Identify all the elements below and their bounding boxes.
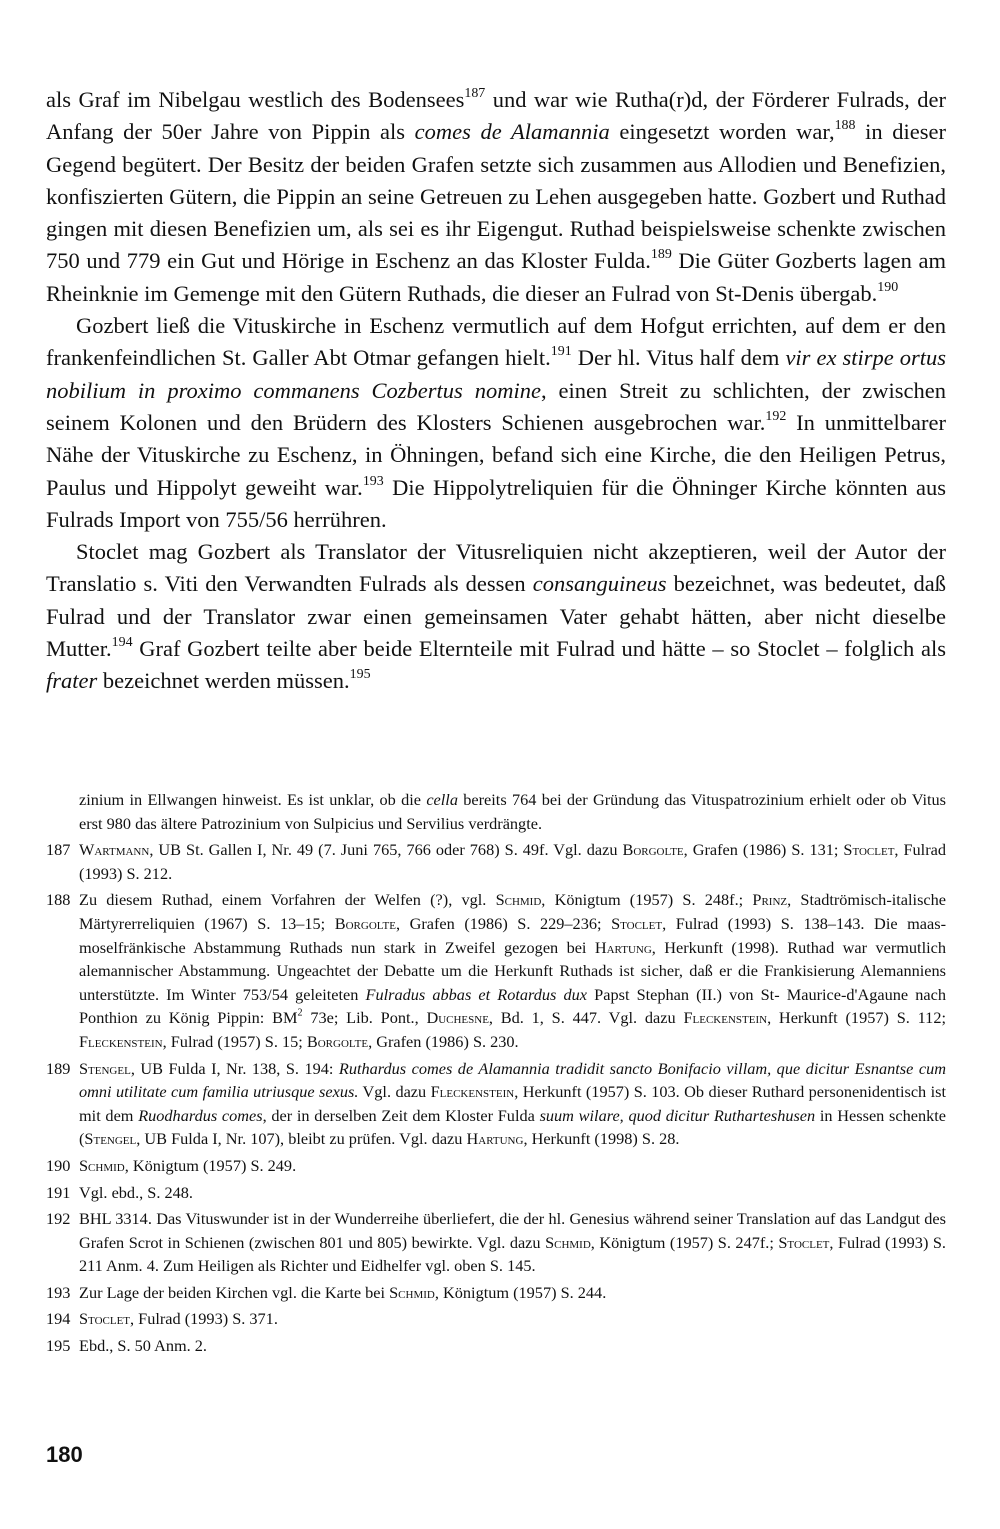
text-run: Stoclet	[79, 1309, 131, 1329]
text-run: Stoclet	[843, 840, 895, 860]
text-run: Vgl. dazu	[358, 1082, 431, 1102]
footnote-188	[46, 888, 946, 1053]
footnote-number: 194	[46, 1309, 71, 1329]
text-run: , einen Streit zu schlichten, der zwischen seinem Kolonen und den Brüdern des Klosters Schienen ausgebrochen war.	[46, 377, 947, 435]
text-run: Papst Stephan (II.) von St- Maurice-d'Agaune nach Ponthion zu König Pippin: BM	[79, 984, 946, 1028]
footnote-number: 189	[46, 1058, 71, 1078]
footnote-187	[46, 838, 946, 885]
text-run: Fleckenstein	[79, 1031, 163, 1051]
text-run: , UB St. Gallen I, Nr. 49 (7. Juni 765, 766 oder 768) S. 49f. Vgl. dazu	[149, 840, 623, 860]
footnote-192	[46, 1207, 946, 1278]
text-run: Gozbert ließ die Vituskirche in Eschenz vermutlich auf dem Hofgut errichten, auf dem er den frankenfeindlichen St. Galler Abt Otmar gefangen hielt.	[46, 313, 946, 371]
text-run: Borgolte	[306, 1031, 369, 1051]
footnote-190	[46, 1154, 946, 1178]
text-run: bereits 764 bei der Gründung das Vituspatrozinium erhielt oder ob Vitus erst 980 das ältere Patrozinium von Sulpicius und Servilius verdrängte.	[79, 790, 947, 833]
italic-run: frater	[46, 668, 98, 694]
text-run: 2	[297, 1008, 303, 1020]
text-run: , Grafen (1986) S. 131;	[683, 840, 844, 860]
text-run: und war wie Rutha(r)d, der Förderer Fulrads, der Anfang der 50er Jahre von Pippin als	[46, 87, 946, 145]
text-run: , Grafen (1986) S. 229–236;	[395, 913, 612, 933]
footnote-text	[46, 788, 946, 835]
text-run: , UB Fulda I, Nr. 138, S. 194:	[130, 1058, 339, 1078]
text-run: Duchesne	[426, 1008, 489, 1028]
text-run: Der hl. Vitus half dem	[571, 345, 786, 371]
text-run: , der in derselben Zeit dem Kloster Fulda	[262, 1105, 540, 1125]
text-run: Die Güter Gozberts lagen am Rheinknie im Gemenge mit den Gütern Ruthads, die dieser an Fulrad von St-Denis übergab.	[46, 248, 946, 306]
text-run: , Herkunft (1998). Ruthad war vermutlich alemannischer Abstammung. Ungeachtet der Debatte um die Herkunft Ruthads ist sicher, daß er die Frankisierung Alemanniens unterstützte. Im Winter 753/54 geleiteten	[79, 937, 946, 1004]
text-run: Stoclet	[611, 913, 663, 933]
footnotes	[46, 788, 946, 1361]
footnote-195	[46, 1334, 946, 1358]
footnote-continuation	[46, 788, 946, 835]
text-run: Hartung	[594, 937, 652, 957]
text-run: , Königtum (1957) S. 247f.;	[590, 1232, 779, 1252]
footnote-text	[79, 1057, 946, 1151]
footnote-189	[46, 1057, 946, 1151]
text-run: suum wilare, quod dicitur Rutharteshusen	[539, 1105, 816, 1125]
text-run: als Graf im Nibelgau westlich des Bodensees	[46, 87, 465, 112]
text-run: , Herkunft (1957) S. 103. Ob dieser Ruthard personenidentisch ist mit dem	[79, 1082, 946, 1125]
main-text	[46, 84, 946, 698]
footnote-193	[46, 1281, 946, 1305]
footnote-ref-194: 194	[111, 635, 133, 651]
text-run: Hartung	[466, 1129, 524, 1149]
footnote-text	[79, 1154, 946, 1178]
paragraph-3	[46, 536, 946, 697]
text-run: , Fulrad (1993) S. 212.	[79, 840, 946, 883]
footnote-text	[79, 1181, 946, 1205]
paragraph-2	[46, 310, 946, 536]
text-run: Ebd., S. 50 Anm. 2.	[79, 1336, 207, 1356]
text-run: Zu diesem Ruthad, einem Vorfahren der Welfen (?), vgl.	[79, 890, 496, 910]
italic-run: vir ex stirpe ortus nobilium in proximo commanens Cozbertus nomine	[46, 345, 947, 403]
text-run: 73e; Lib. Pont.,	[302, 1008, 427, 1028]
footnote-text	[79, 1281, 946, 1305]
text-run: Zur Lage der beiden Kirchen vgl. die Karte bei	[79, 1282, 390, 1302]
footnote-number: 195	[46, 1336, 71, 1356]
text-run: BHL 3314. Das Vituswunder ist in der Wunderreihe überliefert, die der hl. Genesius während seiner Translation auf das Landgut des Grafen Scrot in Schienen (zwischen 801 und 805) bewirkte. Vgl. dazu	[79, 1209, 946, 1252]
text-run: , Herkunft (1957) S. 112;	[767, 1008, 946, 1028]
italic-run: comes de Alamannia	[414, 119, 610, 145]
text-run: cella	[426, 790, 458, 809]
footnote-ref-195: 195	[349, 667, 371, 683]
text-run: , Bd. 1, S. 447. Vgl. dazu	[488, 1008, 684, 1028]
paragraph-1	[46, 84, 946, 310]
text-run: , UB Fulda I, Nr. 107), bleibt zu prüfen. Vgl. dazu	[136, 1129, 467, 1149]
text-run: , Königtum (1957) S. 244.	[434, 1282, 607, 1302]
footnote-ref-190: 190	[877, 279, 899, 295]
text-run: In unmittelbarer Nähe der Vituskirche zu Eschenz, in Öhningen, befand sich eine Kirche, die den Heiligen Petrus, Paulus und Hippolyt geweiht war.	[46, 409, 947, 500]
footnote-ref-192: 192	[765, 408, 787, 424]
footnote-ref-189: 189	[650, 247, 672, 263]
text-run: Wartmann	[79, 840, 150, 860]
text-run: Schmid	[79, 1155, 125, 1175]
footnote-191	[46, 1181, 946, 1205]
footnote-number: 190	[46, 1155, 71, 1175]
text-run: Ruthardus comes de Alamannia tradidit sancto Bonifacio villam, que dicitur Esnantse cum omni utilitate cum familia utriusque sexus.	[79, 1058, 946, 1102]
text-run: in dieser Gegend begütert. Der Besitz der beiden Grafen setzte sich zusammen aus Allodien und Benefizien, konfiszierten Gütern, die Pippin an seine Getreuen zu Lehen ausgegeben hatte. Gozbert und Ruthad gingen mit diesen Benefizien um, als sei es ihr Eigengut. Ruthad beispielsweise schenkte zwischen 750 und 779 ein Gut und Hörige in Eschenz an das Kloster Fulda.	[46, 119, 946, 274]
text-run: , Königtum (1957) S. 248f.;	[541, 890, 753, 910]
footnote-text	[79, 888, 946, 1053]
footnote-text	[79, 1334, 946, 1358]
text-run: Stoclet mag Gozbert als Translator der Vitusreliquien nicht akzeptieren, weil der Autor der Translatio s. Viti den Verwandten Fulrads als dessen	[46, 539, 946, 597]
text-run: bezeichnet werden müssen.	[97, 668, 350, 694]
page-number: 180	[46, 1442, 83, 1467]
footnote-number: 191	[46, 1182, 71, 1202]
text-run: eingesetzt worden war,	[609, 119, 835, 145]
footnote-number: 187	[46, 840, 71, 860]
text-run: Borgolte	[622, 840, 684, 860]
text-run: bezeichnet, was bedeutet, daß Fulrad und der Translator zwar einen gemeinsamen Vater gehabt hätten, aber nicht dieselbe Mutter.	[46, 571, 946, 662]
footnote-text	[79, 1307, 946, 1331]
text-run: Schmid	[495, 890, 542, 910]
footnote-ref-191: 191	[550, 344, 572, 360]
text-run: Schmid	[545, 1232, 591, 1252]
text-run: Die Hippolytreliquien für die Öhninger Kirche könnten aus Fulrads Import von 755/56 herrühren.	[46, 474, 946, 532]
text-run: Vgl. ebd., S. 248.	[79, 1182, 193, 1202]
footnote-ref-187: 187	[464, 85, 486, 101]
text-run: Ruodhardus comes	[138, 1105, 263, 1125]
text-run: , Herkunft (1998) S. 28.	[523, 1129, 680, 1149]
italic-run: consanguineus	[532, 571, 667, 597]
text-run: , Stadtrömisch-italische Märtyrerreliquien (1967) S. 13–15;	[79, 890, 946, 933]
text-run: zinium in Ellwangen hinweist. Es ist unklar, ob die	[79, 790, 427, 809]
footnote-text	[79, 1207, 946, 1278]
text-run: , Fulrad (1993) S. 138–143. Die maas-moselfränkische Abstammung Ruthads nun stark in Zweifel gezogen bei	[79, 913, 947, 957]
text-run: Graf Gozbert teilte aber beide Elternteile mit Fulrad und hätte – so Stoclet – folglich als	[132, 636, 946, 662]
text-run: Stoclet	[778, 1232, 830, 1252]
text-run: Fleckenstein	[683, 1008, 768, 1028]
footnote-number: 192	[46, 1209, 71, 1229]
text-run: Prinz	[752, 890, 788, 910]
text-run: Stengel	[84, 1129, 137, 1149]
text-run: Stengel	[79, 1058, 131, 1078]
text-run: Borgolte	[334, 913, 396, 933]
text-run: , Grafen (1986) S. 230.	[368, 1031, 519, 1051]
text-run: , Königtum (1957) S. 249.	[124, 1155, 297, 1175]
text-run: in Hessen schenkte (	[79, 1105, 947, 1149]
text-run: , Fulrad (1957) S. 15;	[162, 1031, 307, 1051]
text-run: , Fulrad (1993) S. 211 Anm. 4. Zum Heiligen als Richter und Eidhelfer vgl. oben S. 145.	[79, 1232, 946, 1276]
footnote-text	[79, 838, 946, 885]
footnote-number: 188	[46, 890, 71, 910]
text-run: Fulradus abbas et Rotardus dux	[365, 984, 588, 1004]
footnote-number: 193	[46, 1282, 71, 1302]
footnote-ref-188: 188	[834, 118, 856, 134]
text-run: Schmid	[389, 1282, 435, 1302]
footnote-ref-193: 193	[362, 473, 384, 489]
footnote-194	[46, 1307, 946, 1331]
text-run: Fleckenstein	[430, 1082, 515, 1102]
text-run: , Fulrad (1993) S. 371.	[130, 1309, 278, 1329]
